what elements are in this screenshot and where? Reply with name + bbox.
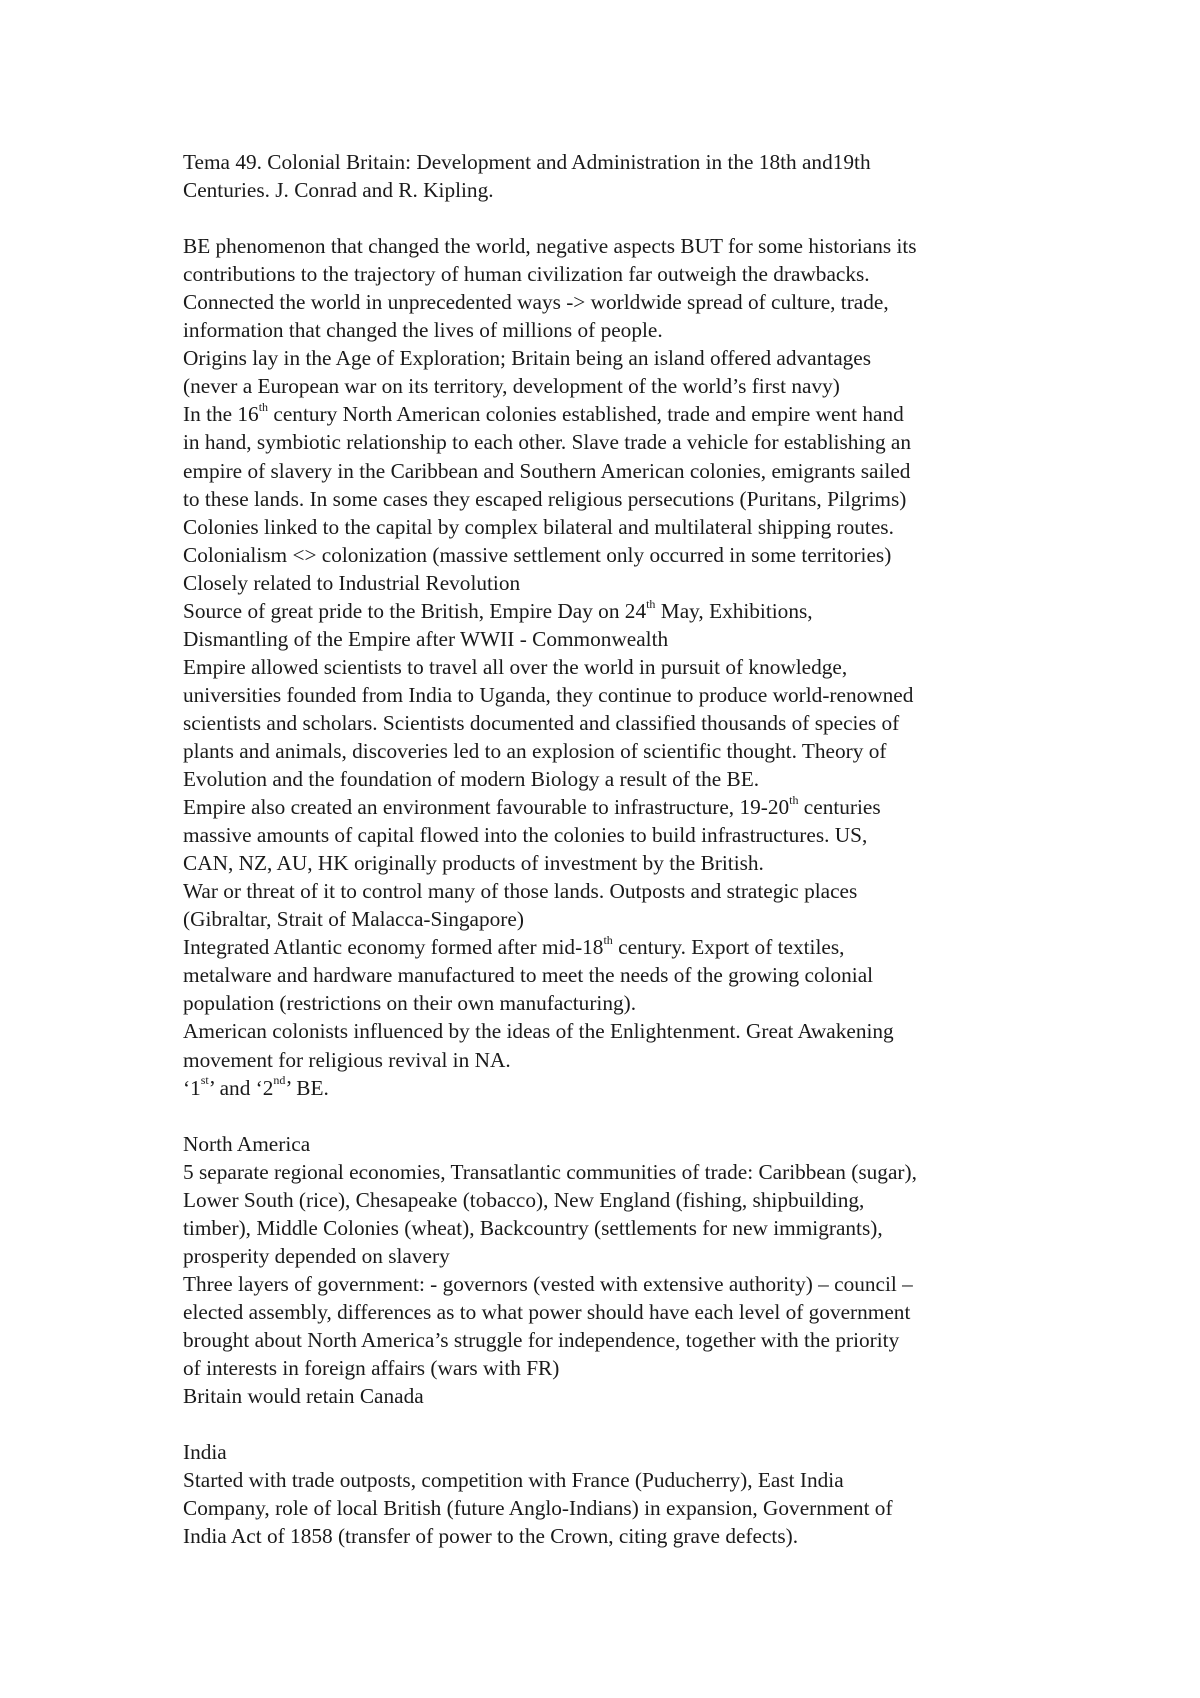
text-line (183, 905, 1063, 933)
text-run: (never a European war on its territory, development of the world’s first navy) (183, 374, 840, 399)
document-page (183, 148, 1063, 1550)
text-run: CAN, NZ, AU, HK originally products of investment by the British. (183, 851, 764, 876)
text-line: Three layers of government: - governors (vested with extensive authority) – council – (183, 1271, 913, 1296)
text-run: universities founded from India to Uganda, they continue to produce world-renowned (183, 682, 914, 707)
text-line (183, 961, 1063, 989)
title-line: Tema 49. Colonial Britain: Development and Administration in the 18th and19th (183, 150, 871, 174)
text-line (183, 232, 1063, 260)
superscript: th (603, 933, 613, 948)
section-heading: North America (183, 1131, 311, 1156)
section-heading: India (183, 1440, 227, 1465)
text-line (183, 709, 1063, 737)
text-run: Source of great pride to the British, Empire Day on 24 (183, 598, 647, 623)
document-title (183, 148, 1063, 204)
superscript: th (258, 400, 269, 415)
superscript: st (200, 1073, 209, 1088)
paragraph-gap (183, 204, 1063, 232)
text-run: metalware and hardware manufactured to meet the needs of the growing colonial (183, 963, 874, 988)
text-line (183, 344, 1063, 372)
text-run: Closely related to Industrial Revolution (183, 570, 521, 595)
text-run: Empire also created an environment favourable to infrastructure, 19-20 (183, 795, 790, 820)
text-line (183, 793, 1063, 821)
text-run: ’ and ‘2 (208, 1075, 274, 1100)
text-run: Integrated Atlantic economy formed after mid-18 (183, 935, 604, 960)
text-run: ’ BE. (285, 1075, 329, 1100)
text-line (183, 1017, 1063, 1045)
text-run: plants and animals, discoveries led to an explosion of scientific thought. Theory of (183, 738, 887, 763)
text-line (183, 933, 1063, 961)
text-line (183, 765, 1063, 793)
intro-section (183, 232, 1063, 1101)
text-run: May, Exhibitions, (655, 598, 813, 623)
paragraph-gap (183, 1102, 1063, 1130)
text-line (183, 485, 1063, 513)
text-run: ‘1 (183, 1075, 201, 1100)
text-run: scientists and scholars. Scientists documented and classified thousands of species of (183, 710, 900, 735)
superscript: th (646, 596, 656, 611)
text-line (183, 260, 1063, 288)
text-line: Company, role of local British (future Anglo-Indians) in expansion, Government of (183, 1496, 893, 1521)
text-line: prosperity depended on slavery (183, 1243, 450, 1268)
text-line: elected assembly, differences as to what power should have each level of government (183, 1299, 911, 1324)
text-line (183, 428, 1063, 456)
text-line (183, 989, 1063, 1017)
text-line (183, 288, 1063, 316)
text-line (183, 1074, 1063, 1102)
text-line (183, 849, 1063, 877)
text-run: American colonists influenced by the ideas of the Enlightenment. Great Awakening (183, 1019, 894, 1044)
text-run: Dismantling of the Empire after WWII - Commonwealth (183, 626, 669, 651)
text-line (183, 569, 1063, 597)
text-run: massive amounts of capital flowed into the colonies to build infrastructures. US, (183, 823, 868, 848)
text-run: movement for religious revival in NA. (183, 1047, 511, 1072)
text-line (183, 737, 1063, 765)
north-america-section (183, 1130, 1063, 1410)
text-run: century North American colonies established, trade and empire went hand (268, 402, 904, 427)
text-line (183, 513, 1063, 541)
title-line: Centuries. J. Conrad and R. Kipling. (183, 178, 494, 203)
superscript: th (789, 792, 799, 807)
text-line (183, 1046, 1063, 1074)
text-run: empire of slavery in the Caribbean and Southern American colonies, emigrants sailed (183, 458, 911, 483)
text-line (183, 877, 1063, 905)
text-run: centuries (798, 795, 881, 820)
text-run: Colonialism <> colonization (massive settlement only occurred in some territories) (183, 542, 892, 567)
text-line (183, 316, 1063, 344)
text-run: contributions to the trajectory of human civilization far outweigh the drawbacks. (183, 262, 870, 287)
text-line (183, 541, 1063, 569)
text-line (183, 821, 1063, 849)
text-line: timber), Middle Colonies (wheat), Backcountry (settlements for new immigrants), (183, 1215, 883, 1240)
text-line (183, 681, 1063, 709)
text-line (183, 400, 1063, 428)
text-run: Empire allowed scientists to travel all over the world in pursuit of knowledge, (183, 654, 848, 679)
superscript: nd (273, 1073, 286, 1088)
section-body (183, 1158, 1063, 1410)
text-run: population (restrictions on their own manufacturing). (183, 991, 637, 1016)
text-line (183, 372, 1063, 400)
india-section (183, 1438, 1063, 1550)
text-line (183, 457, 1063, 485)
text-run: Evolution and the foundation of modern Biology a result of the BE. (183, 767, 760, 792)
text-run: War or threat of it to control many of those lands. Outposts and strategic places (183, 879, 858, 904)
text-run: In the 16 (183, 402, 259, 427)
text-run: Connected the world in unprecedented ways -> worldwide spread of culture, trade, (183, 290, 889, 315)
text-line: 5 separate regional economies, Transatlantic communities of trade: Caribbean (sugar), (183, 1159, 917, 1184)
text-line: India Act of 1858 (transfer of power to the Crown, citing grave defects). (183, 1524, 799, 1549)
paragraph-gap (183, 1410, 1063, 1438)
text-run: information that changed the lives of millions of people. (183, 318, 663, 343)
text-run: Origins lay in the Age of Exploration; Britain being an island offered advantages (183, 346, 872, 371)
text-run: Colonies linked to the capital by complex bilateral and multilateral shipping routes. (183, 514, 894, 539)
text-line: brought about North America’s struggle for independence, together with the priority (183, 1327, 900, 1352)
text-line: Britain would retain Canada (183, 1384, 424, 1409)
text-run: century. Export of textiles, (612, 935, 845, 960)
section-body (183, 1466, 1063, 1550)
text-line (183, 653, 1063, 681)
text-line (183, 597, 1063, 625)
text-run: to these lands. In some cases they escaped religious persecutions (Puritans, Pilgrims) (183, 486, 907, 511)
text-line: of interests in foreign affairs (wars with FR) (183, 1356, 560, 1381)
text-line: Lower South (rice), Chesapeake (tobacco), New England (fishing, shipbuilding, (183, 1187, 865, 1212)
text-line: Started with trade outposts, competition with France (Puducherry), East India (183, 1468, 844, 1493)
text-run: in hand, symbiotic relationship to each other. Slave trade a vehicle for establishing an (183, 430, 912, 455)
text-run: (Gibraltar, Strait of Malacca-Singapore) (183, 907, 524, 932)
text-run: BE phenomenon that changed the world, negative aspects BUT for some historians its (183, 234, 917, 259)
text-line (183, 625, 1063, 653)
